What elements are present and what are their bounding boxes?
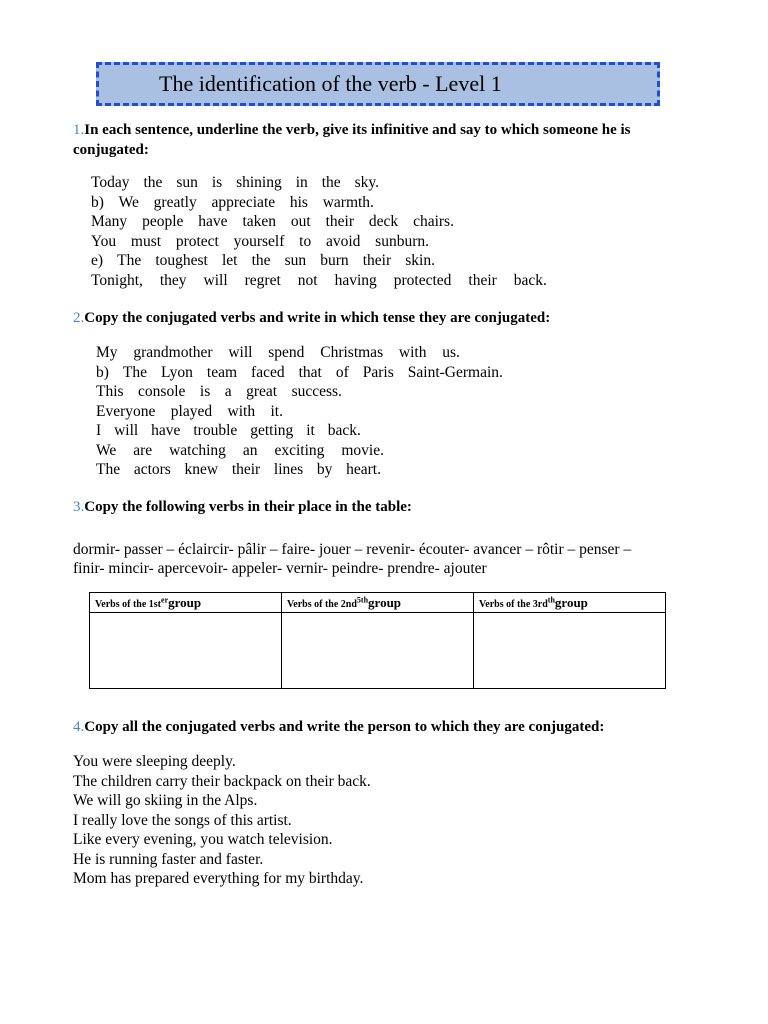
question-4-number: 4.	[73, 719, 85, 735]
question-4-sentences	[73, 752, 371, 889]
question-1-sentences	[91, 173, 547, 290]
header-1st-group: Verbs of the $1st^{er}group$	[90, 593, 282, 613]
answer-cell-2nd-group[interactable]	[282, 613, 474, 689]
sentence-line: Like every evening, you watch television.	[73, 831, 333, 848]
question-3	[73, 497, 693, 517]
question-2-sentences	[96, 343, 503, 480]
question-3-text: Copy the following verbs in their place in the table:	[84, 499, 412, 515]
sentence-line: You were sleeping deeply.	[73, 753, 236, 770]
verb-groups-table	[89, 592, 666, 689]
sentence-line: I really love the songs of this artist.	[73, 811, 292, 829]
table-header-row	[90, 593, 666, 613]
question-2-text: Copy the conjugated verbs and write in which tense they are conjugated:	[84, 310, 551, 326]
sentence-line: b) The Lyon team faced that of Paris Saint-Germain.	[96, 363, 503, 381]
sentence-line: My grandmother will spend Christmas with us.	[96, 344, 460, 361]
verb-list-line-1: dormir- passer – éclaircir- pâlir – faire- jouer – revenir- écouter- avancer – rôtir – penser –	[73, 541, 632, 558]
verb-list	[73, 540, 713, 578]
question-2	[73, 308, 693, 328]
question-3-number: 3.	[73, 499, 85, 515]
sentence-line: We will go skiing in the Alps.	[73, 792, 258, 809]
sentence-line: The actors knew their lines by heart.	[96, 461, 381, 478]
sentence-line: We are watching an exciting movie.	[96, 441, 384, 459]
sentence-line: e) The toughest let the sun burn their skin.	[91, 252, 435, 269]
sentence-line: You must protect yourself to avoid sunburn.	[91, 232, 429, 250]
sentence-line: I will have trouble getting it back.	[96, 422, 361, 439]
question-1-text: In each sentence, underline the verb, give its infinitive and say to which someone he is conjugated:	[73, 122, 631, 158]
sentence-line: Today the sun is shining in the sky.	[91, 174, 379, 191]
sentence-line: Everyone played with it.	[96, 402, 283, 420]
verb-list-line-2: finir- mincir- apercevoir- appeler- vernir- peindre- prendre- ajouter	[73, 560, 487, 577]
question-4-text: Copy all the conjugated verbs and write the person to which they are conjugated:	[84, 719, 605, 735]
question-4	[73, 717, 713, 737]
header-2nd-group: Verbs of the $2nd^{5th}group$	[282, 593, 474, 613]
sentence-line: Tonight, they will regret not having protected their back.	[91, 271, 547, 289]
answer-cell-1st-group[interactable]	[90, 613, 282, 689]
sentence-line: The children carry their backpack on their back.	[73, 772, 371, 790]
sentence-line: This console is a great success.	[96, 383, 342, 400]
worksheet-title: The identification of the verb - Level 1	[159, 71, 502, 96]
sentence-line: Mom has prepared everything for my birthday.	[73, 870, 364, 887]
table-answer-row	[90, 613, 666, 689]
sentence-line: b) We greatly appreciate his warmth.	[91, 193, 374, 211]
sentence-line: Many people have taken out their deck chairs.	[91, 213, 454, 230]
answer-cell-3rd-group[interactable]	[474, 613, 666, 689]
worksheet-title-box	[96, 62, 660, 106]
question-1-number: 1.	[73, 122, 85, 138]
question-2-number: 2.	[73, 310, 85, 326]
question-1	[73, 120, 633, 160]
sentence-line: He is running faster and faster.	[73, 850, 264, 868]
header-3rd-group: Verbs of the $3rd^{th}group$	[474, 593, 666, 613]
